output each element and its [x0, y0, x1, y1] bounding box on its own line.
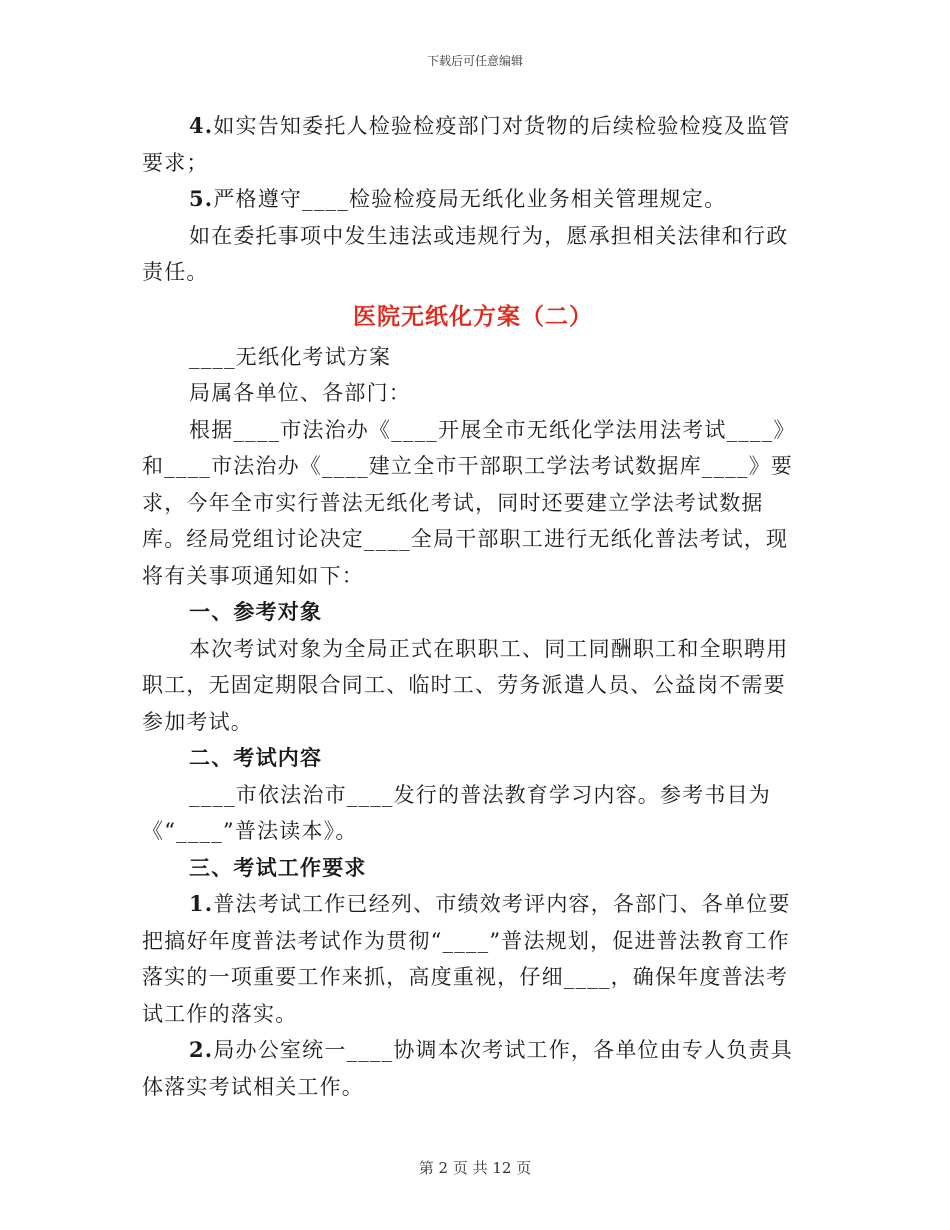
paragraph-item-4: [142, 108, 804, 181]
item-number: 1.: [189, 891, 214, 916]
section-heading-content: 二、考试内容: [189, 745, 323, 770]
section-heading-participants: 一、参考对象: [189, 599, 323, 624]
section-text-participants: 本次考试对象为全局正式在职职工、同工同酬职工和全职聘用职工，无固定期限合同工、临时工、劳务派遣人员、公益岗不需要参加考试。: [142, 636, 789, 734]
requirement-text: 局办公室统一____协调本次考试工作，各单位由专人负责具体落实考试相关工作。: [142, 1038, 793, 1099]
paragraph-text: 严格遵守____检验检疫局无纸化业务相关管理规定。: [213, 187, 727, 211]
paragraph-liability: 如在委托事项中发生违法或违规行为，愿承担相关法律和行政责任。: [142, 223, 789, 284]
section-heading-requirements: 三、考试工作要求: [189, 854, 367, 880]
requirement-item-1: [142, 886, 804, 1032]
plan-name: ____无纸化考试方案: [189, 344, 392, 369]
salutation: 局属各单位、各部门：: [189, 381, 411, 405]
requirement-item-2: [142, 1032, 804, 1105]
page-header: 下载后可任意编辑: [426, 54, 523, 68]
item-number: 4.: [189, 113, 214, 138]
item-number: 5.: [189, 186, 214, 211]
page-footer: 第 2 页 共 12 页: [418, 1159, 532, 1177]
paragraph-intro: 根据____市法治办《____开展全市无纸化学法用法考试____》和____市法治办《____建立全市干部职工学法考试数据库____》要求，今年全市实行普法无纸化考试，同时还要建立学法考试数据库。经局党组讨论决定____全局干部职工进行无纸化普法考试，现将有关事项通知如下：: [142, 417, 796, 588]
requirement-text: 普法考试工作已经列、市绩效考评内容，各部门、各单位要把搞好年度普法考试作为贯彻“____”普法规划，促进普法教育工作落实的一项重要工作来抓，高度重视，仔细____，确保年度普法考试工作的落实。: [142, 892, 791, 1026]
item-number: 2.: [189, 1037, 214, 1062]
document-title: 医院无纸化方案（二）: [353, 302, 593, 330]
document-body: [142, 108, 804, 1105]
section-text-content: ____市依法治市____发行的普法教育学习内容。参考书目为《“____”普法读本》。: [142, 782, 771, 843]
paragraph-text: 如实告知委托人检验检疫部门对货物的后续检验检疫及监管要求；: [142, 114, 791, 175]
paragraph-item-5: [142, 181, 804, 218]
